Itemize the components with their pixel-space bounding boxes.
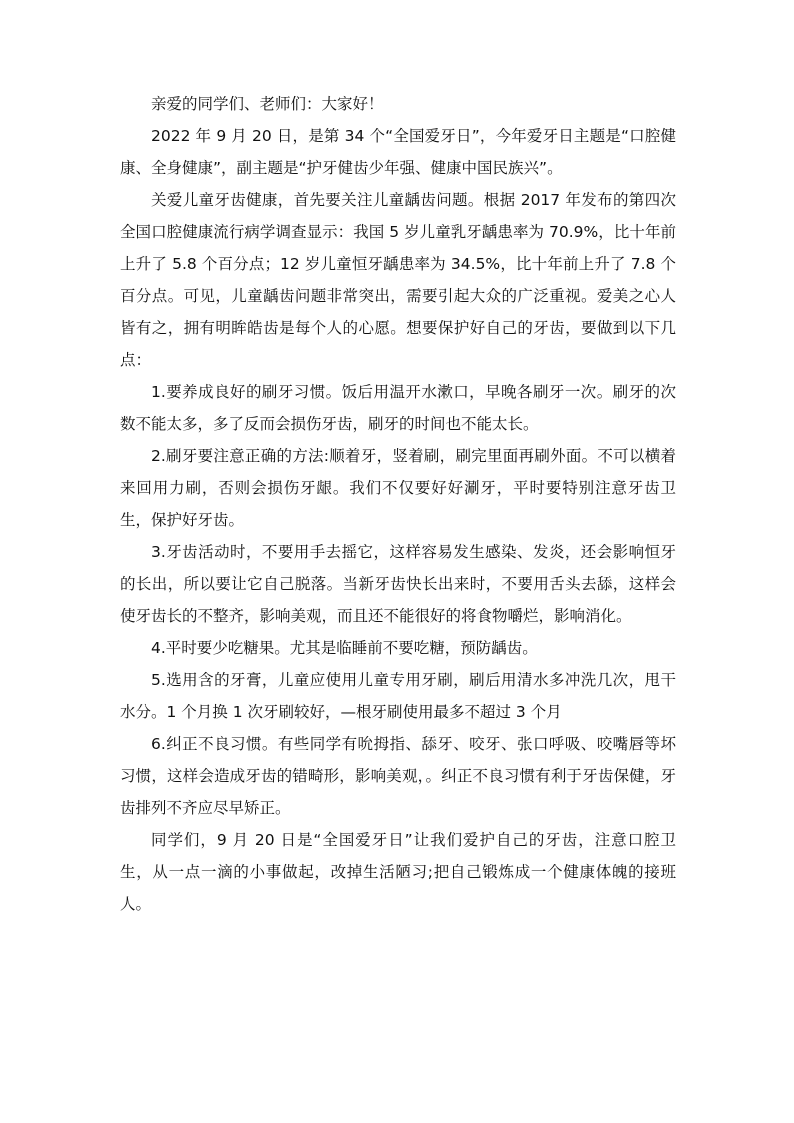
document-page — [120, 88, 676, 920]
statistics-paragraph: 关爱儿童牙齿健康，首先要关注儿童龋齿问题。根据 2017 年发布的第四次全国口腔健康流行病学调查显示：我国 5 岁儿童乳牙龋患率为 70.9%，比十年前上升了 5.8 个百分点；12 岁儿童恒牙龋患率为 34.5%，比十年前上升了 7.8 个百分点。可见，儿童龋齿问题非常突出，需要引起大众的广泛重视。爱美之心人皆有之，拥有明眸皓齿是每个人的心愿。想要保护好自己的牙齿，要做到以下几点： — [120, 191, 676, 369]
greeting-paragraph: 亲爱的同学们、老师们：大家好！ — [151, 95, 384, 113]
closing-paragraph: 同学们，9 月 20 日是“全国爱牙日”让我们爱护自己的牙齿，注意口腔卫生，从一点一滴的小事做起，改掉生活陋习;把自己锻炼成一个健康体魄的接班人。 — [120, 831, 676, 913]
tip-2-paragraph: 2.刷牙要注意正确的方法:顺着牙，竖着刷，刷完里面再刷外面。不可以横着来回用力刷，否则会损伤牙龈。我们不仅要好好涮牙，平时要特别注意牙齿卫生，保护好牙齿。 — [120, 447, 676, 529]
tip-5-paragraph: 5.选用含的牙膏，儿童应使用儿童专用牙刷，刷后用清水多冲洗几次，甩干水分。1 个月换 1 次牙刷较好，—根牙刷使用最多不超过 3 个月 — [120, 671, 676, 721]
intro-paragraph: 2022 年 9 月 20 日，是第 34 个“全国爱牙日”，今年爱牙日主题是“口腔健康、全身健康”，副主题是“护牙健齿少年强、健康中国民族兴”。 — [120, 127, 676, 177]
tip-6-paragraph: 6.纠正不良习惯。有些同学有吮拇指、舔牙、咬牙、张口呼吸、咬嘴唇等坏习惯，这样会造成牙齿的错畸形，影响美观，。纠正不良习惯有利于牙齿保健，牙齿排列不齐应尽早矫正。 — [120, 735, 676, 817]
tip-4-paragraph: 4.平时要少吃糖果。尤其是临睡前不要吃糖，预防龋齿。 — [151, 639, 538, 657]
tip-3-paragraph: 3.牙齿活动时，不要用手去摇它，这样容易发生感染、发炎，还会影响恒牙的长出，所以要让它自己脱落。当新牙齿快长出来时，不要用舌头去舔，这样会使牙齿长的不整齐，影响美观，而且还不能很好的将食物嚼烂，影响消化。 — [120, 543, 676, 625]
tip-1-paragraph: 1.要养成良好的刷牙习惯。饭后用温开水漱口，早晚各刷牙一次。刷牙的次数不能太多，多了反而会损伤牙齿，刷牙的时间也不能太长。 — [120, 383, 676, 433]
